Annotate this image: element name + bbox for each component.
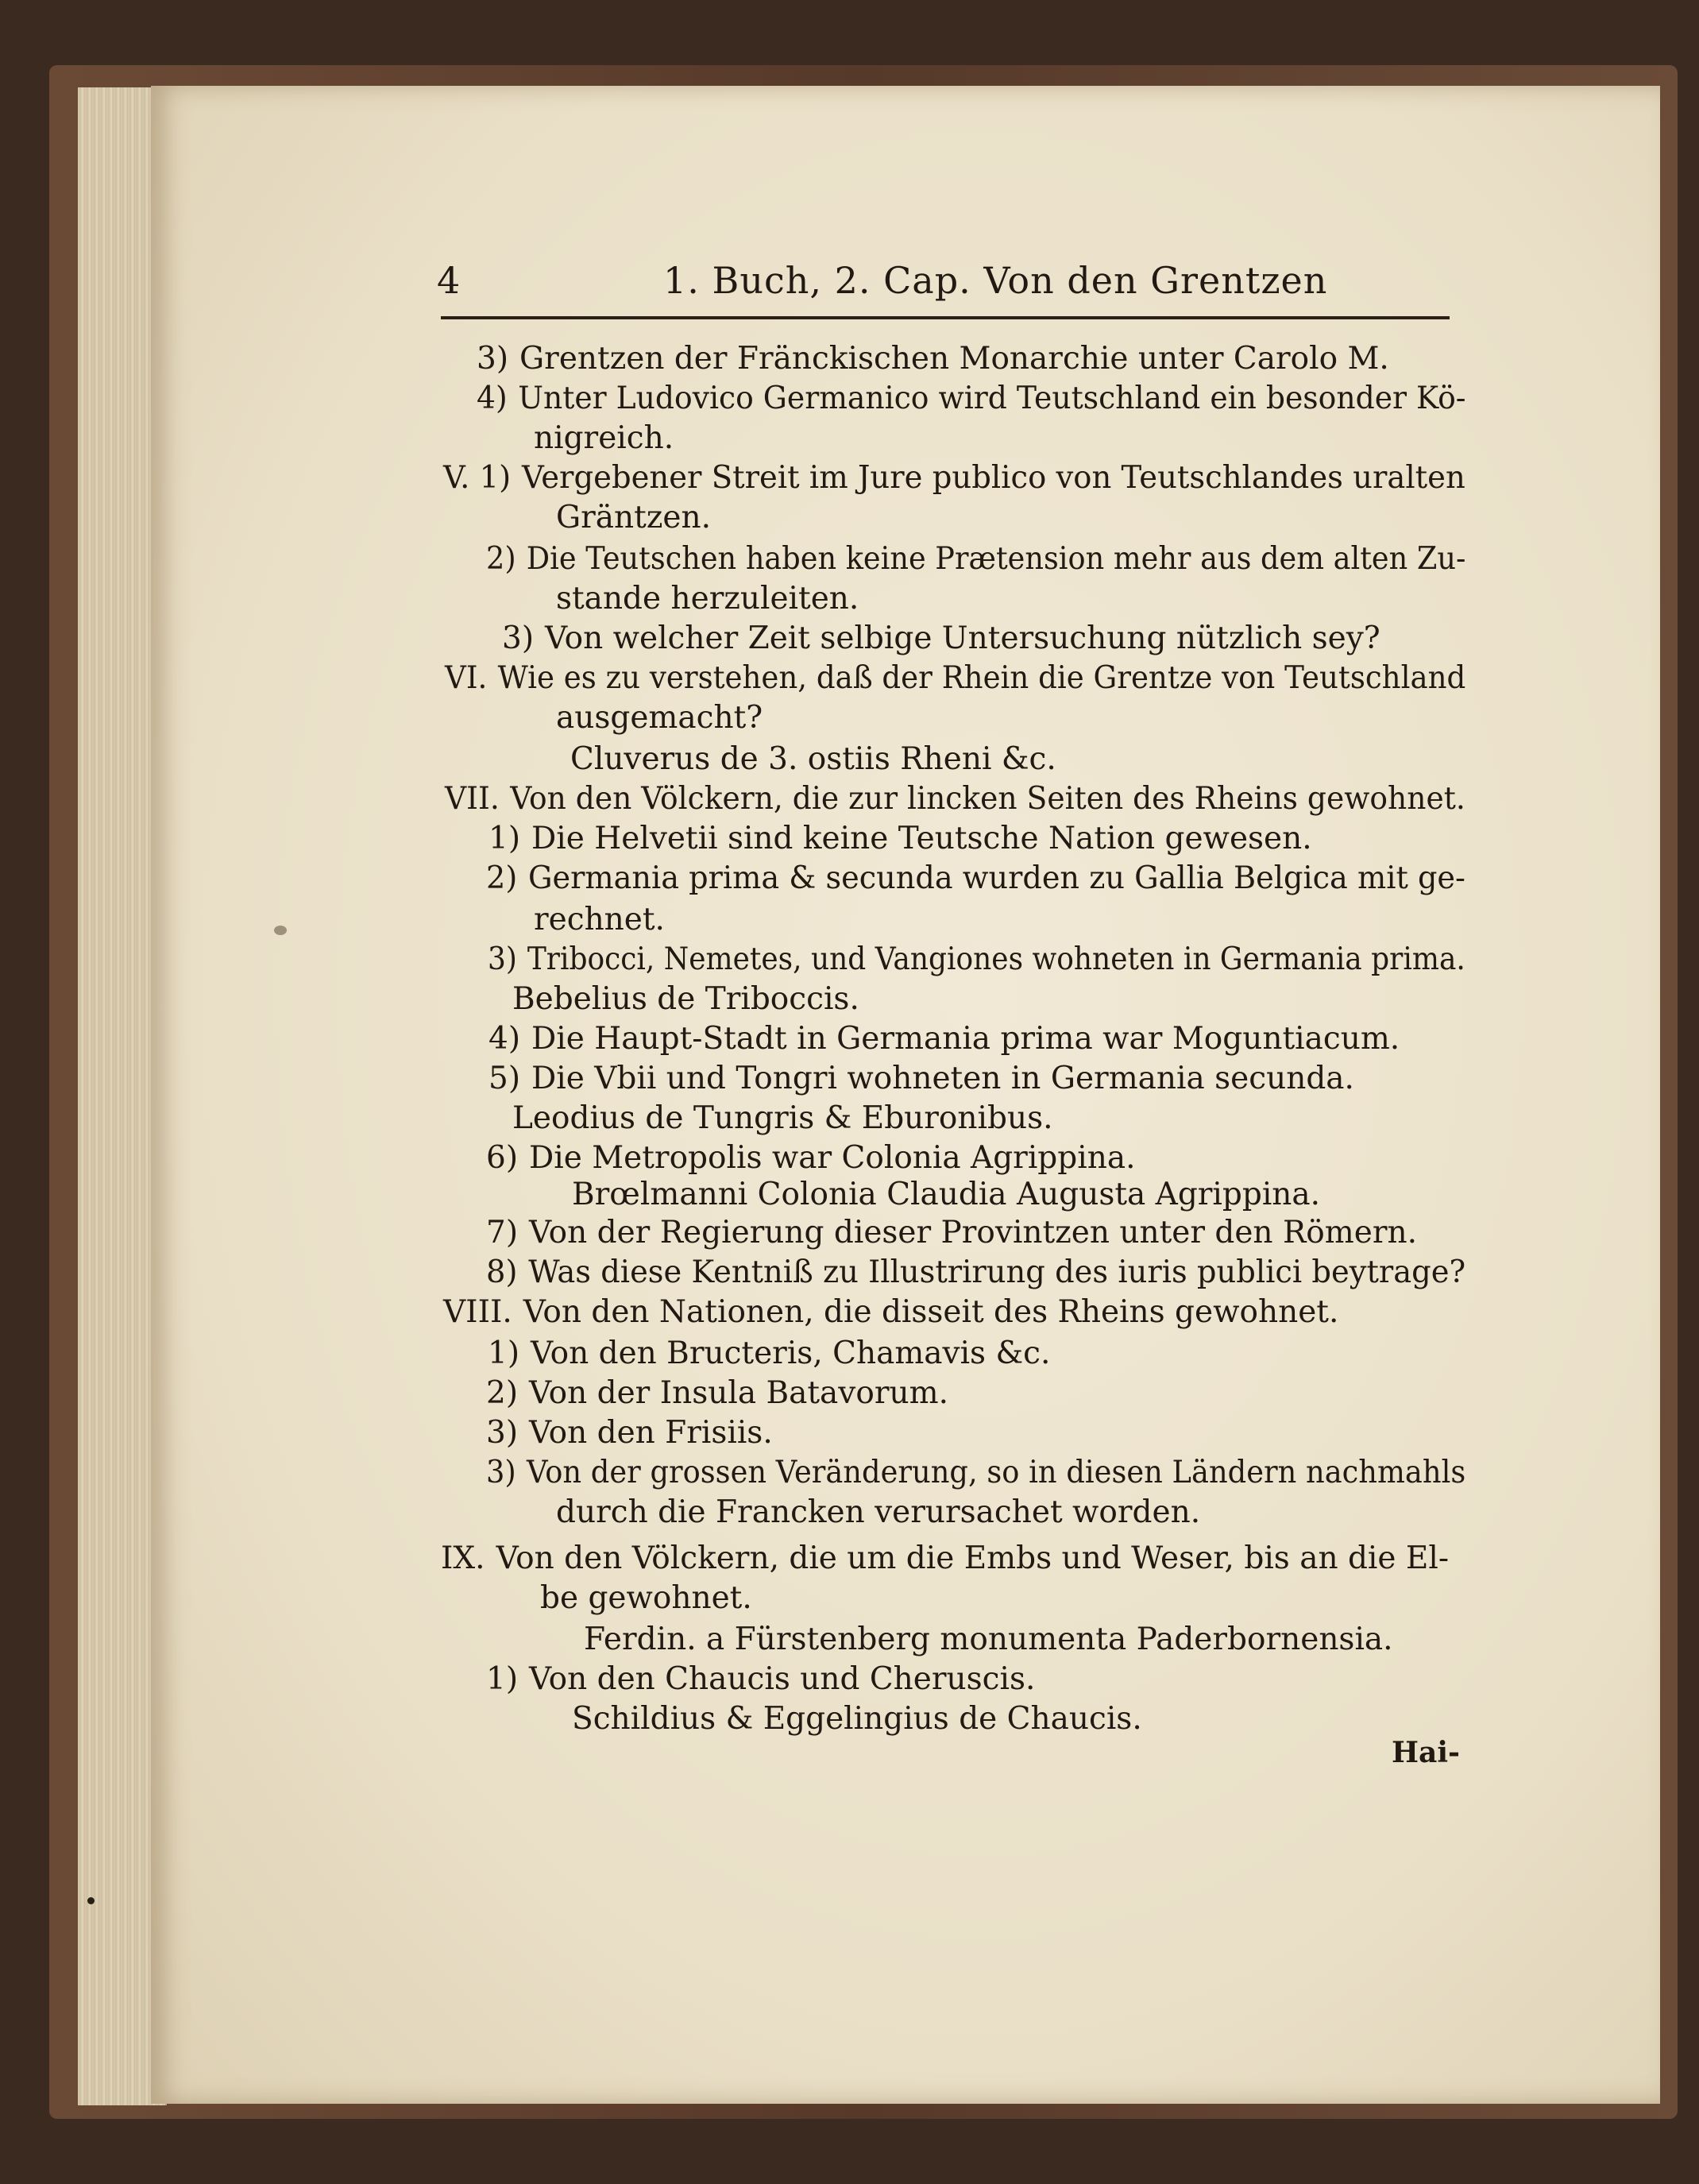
- line-marker: V. 1): [443, 460, 512, 496]
- text-line: [488, 1060, 1354, 1098]
- text-line: [570, 740, 1056, 779]
- text-line: [556, 699, 763, 737]
- page-number: 4: [437, 259, 461, 302]
- text-line: [477, 340, 1389, 378]
- text-line: [488, 941, 1465, 979]
- line-text: Von welcher Zeit selbige Untersuchung nützlich sey?: [545, 620, 1380, 656]
- line-marker: 3): [486, 1415, 519, 1451]
- line-marker: 4): [477, 381, 508, 416]
- line-text: Die Teutschen haben keine Prætension mehr aus dem alten Zu-: [526, 541, 1466, 577]
- line-marker: IX.: [441, 1540, 485, 1576]
- text-line: [534, 419, 674, 458]
- line-marker: 3): [486, 1455, 516, 1490]
- line-text: durch die Francken verursachet worden.: [556, 1494, 1201, 1530]
- text-line: [445, 780, 1465, 818]
- text-line: [502, 620, 1380, 658]
- text-line: [486, 860, 1465, 898]
- text-line: [486, 1214, 1417, 1252]
- line-text: Was diese Kentniß zu Illustrirung des iuris publici beytrage?: [528, 1254, 1466, 1290]
- line-text: Cluverus de 3. ostiis Rheni &c.: [570, 741, 1056, 777]
- line-text: Von der Regierung dieser Provintzen unter den Römern.: [529, 1215, 1418, 1250]
- line-marker: 1): [486, 1661, 519, 1697]
- line-marker: 1): [488, 1336, 520, 1371]
- text-line: [556, 580, 859, 618]
- line-text: Gräntzen.: [556, 500, 711, 535]
- line-text: Von den Chaucis und Cheruscis.: [529, 1661, 1036, 1697]
- text-line: [534, 901, 665, 939]
- line-text: Von den Völckern, die um die Embs und Weser, bis an die El-: [496, 1540, 1449, 1576]
- line-text: Wie es zu verstehen, daß der Rhein die Grentze von Teutschland: [497, 660, 1466, 696]
- text-line: [486, 1139, 1135, 1177]
- line-marker: 3): [488, 941, 517, 977]
- text-line: [556, 499, 711, 537]
- line-text: Unter Ludovico Germanico wird Teutschland ein besonder Kö-: [518, 381, 1466, 416]
- line-marker: VIII.: [443, 1294, 512, 1330]
- line-text: Von den Frisiis.: [529, 1415, 773, 1451]
- line-text: rechnet.: [534, 902, 665, 937]
- catchword: Hai-: [1392, 1736, 1460, 1769]
- text-line: [488, 1335, 1050, 1373]
- line-text: Von den Bructeris, Chamavis &c.: [531, 1336, 1051, 1371]
- text-line: [486, 1660, 1035, 1699]
- line-marker: 2): [486, 1375, 519, 1411]
- line-text: Von der Insula Batavorum.: [529, 1375, 948, 1411]
- line-marker: 4): [488, 1021, 521, 1057]
- line-text: Bebelius de Triboccis.: [512, 981, 859, 1017]
- line-text: Vergebener Streit im Jure publico von Teutschlandes uralten: [521, 460, 1465, 496]
- text-line: [486, 1254, 1465, 1292]
- text-line: [477, 380, 1466, 418]
- line-text: Von der grossen Veränderung, so in diesen Ländern nachmahls: [527, 1455, 1466, 1490]
- line-text: Tribocci, Nemetes, und Vangiones wohneten in Germania prima.: [527, 941, 1465, 977]
- text-line: [486, 1454, 1465, 1492]
- text-line: [488, 820, 1312, 858]
- text-line: [441, 1540, 1449, 1578]
- text-line: [443, 1293, 1338, 1332]
- line-marker: 1): [488, 821, 521, 856]
- line-text: Grentzen der Fränckischen Monarchie unter Carolo M.: [519, 341, 1389, 377]
- line-marker: 2): [486, 541, 516, 577]
- line-marker: 8): [486, 1254, 518, 1290]
- text-line: [584, 1621, 1393, 1659]
- line-text: Die Haupt-Stadt in Germania prima war Moguntiacum.: [531, 1021, 1400, 1057]
- line-text: Leodius de Tungris & Eburonibus.: [512, 1100, 1053, 1136]
- text-line: [572, 1176, 1320, 1214]
- line-text: Von den Nationen, die disseit des Rheins gewohnet.: [523, 1294, 1339, 1330]
- text-line: [486, 1374, 948, 1413]
- line-text: Brœlmanni Colonia Claudia Augusta Agrippina.: [572, 1177, 1321, 1212]
- text-line: [572, 1700, 1142, 1738]
- line-text: nigreich.: [534, 420, 674, 456]
- line-marker: 7): [486, 1215, 519, 1250]
- text-line: [486, 1414, 773, 1452]
- text-line: [556, 1494, 1200, 1532]
- line-marker: 5): [488, 1061, 521, 1096]
- line-text: Ferdin. a Fürstenberg monumenta Paderbornensia.: [584, 1622, 1393, 1657]
- text-line: [488, 1020, 1400, 1058]
- running-head: 1. Buch, 2. Cap. Von den Grentzen: [663, 259, 1328, 302]
- text-line: [512, 980, 859, 1019]
- text-line: [512, 1100, 1052, 1138]
- line-text: be gewohnet.: [540, 1580, 752, 1616]
- line-text: Germania prima & secunda wurden zu Gallia Belgica mit ge-: [527, 860, 1465, 896]
- line-text: Die Metropolis war Colonia Agrippina.: [529, 1140, 1136, 1176]
- line-text: Die Vbii und Tongri wohneten in Germania secunda.: [531, 1061, 1354, 1096]
- line-marker: VI.: [445, 660, 488, 696]
- line-text: ausgemacht?: [556, 700, 763, 736]
- line-marker: 2): [486, 860, 518, 896]
- line-marker: 6): [486, 1140, 519, 1176]
- line-text: Schildius & Eggelingius de Chaucis.: [572, 1701, 1142, 1737]
- line-marker: VII.: [445, 781, 500, 817]
- line-text: Die Helvetii sind keine Teutsche Nation gewesen.: [531, 821, 1312, 856]
- text-line: [486, 540, 1465, 578]
- line-marker: 3): [502, 620, 535, 656]
- text-line: [540, 1579, 752, 1618]
- line-text: Von den Völckern, die zur lincken Seiten des Rheins gewohnet.: [510, 781, 1465, 817]
- text-line: [445, 659, 1465, 698]
- line-text: stande herzuleiten.: [556, 581, 859, 617]
- line-marker: 3): [477, 341, 509, 377]
- text-line: [443, 459, 1465, 497]
